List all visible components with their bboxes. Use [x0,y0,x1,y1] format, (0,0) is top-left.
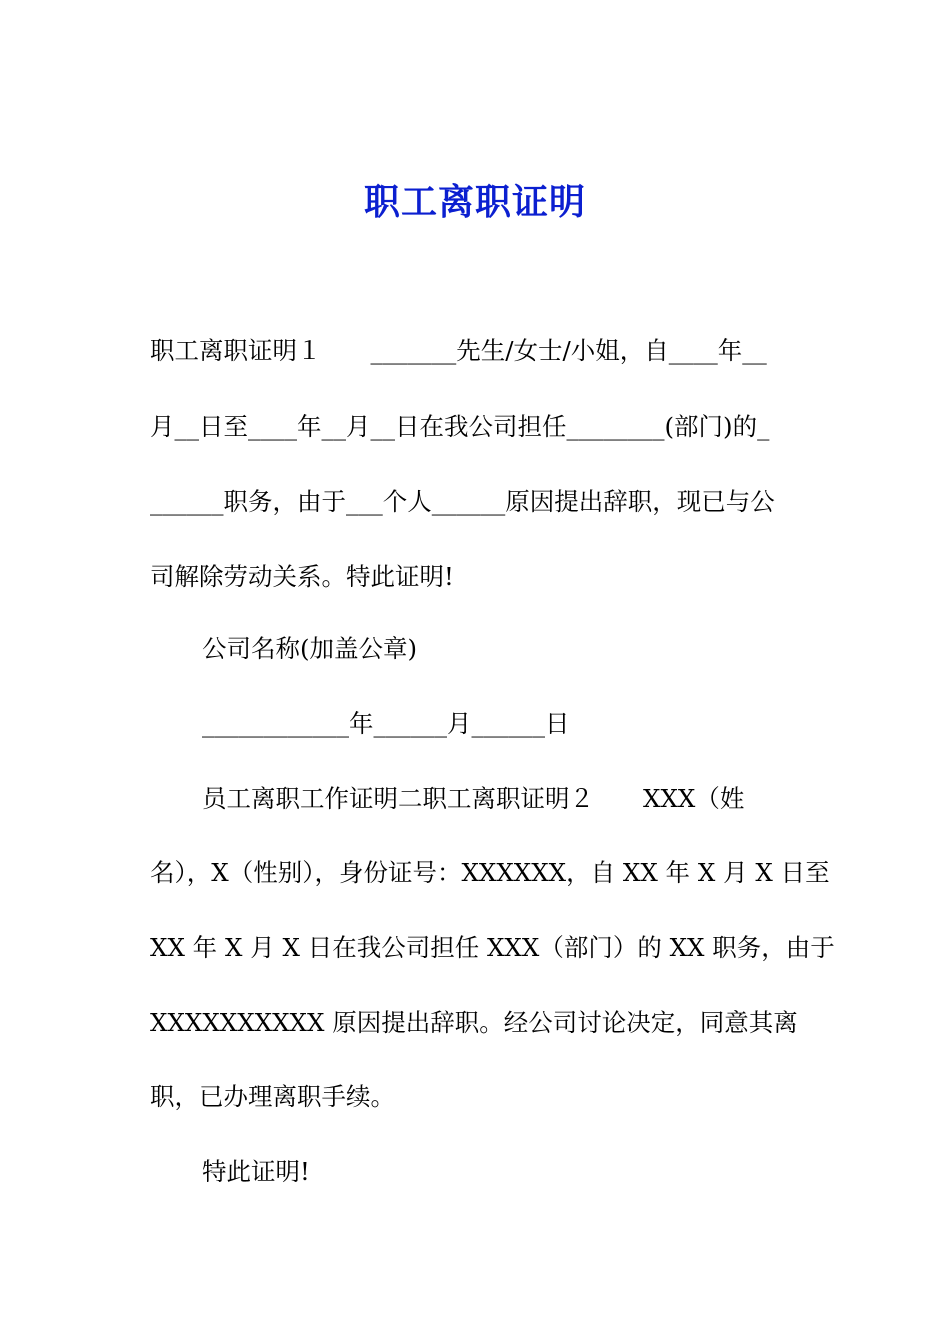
paragraph-line: 职工离职证明１ _______先生/女士/小姐，自____年__ [150,336,767,365]
paragraph-line: 职，已办理离职手续。 [150,1082,395,1111]
paragraph-line: 司解除劳动关系。特此证明! [150,562,454,591]
paragraph-line: 月__日至____年__月__日在我公司担任________(部门)的_ [150,412,770,441]
paragraph-line: XXXXXXXXXX 原因提出辞职。经公司讨论决定，同意其离 [150,1008,798,1037]
company-name-line: 公司名称(加盖公章) [202,634,418,663]
paragraph-line: 员工离职工作证明二职工离职证明２ XXX（姓 [202,784,745,813]
document-title: 职工离职证明 [363,181,586,223]
closing-line: 特此证明! [202,1157,310,1186]
date-line: ____________年______月______日 [202,709,570,738]
paragraph-line: XX 年 X 月 X 日在我公司担任 XXX（部门）的 XX 职务，由于 [150,933,835,962]
paragraph-line: ______职务，由于___个人______原因提出辞职，现已与公 [150,487,775,516]
paragraph-line: 名），X（性别），身份证号：XXXXXX，自 XX 年 X 月 X 日至 [150,858,830,887]
